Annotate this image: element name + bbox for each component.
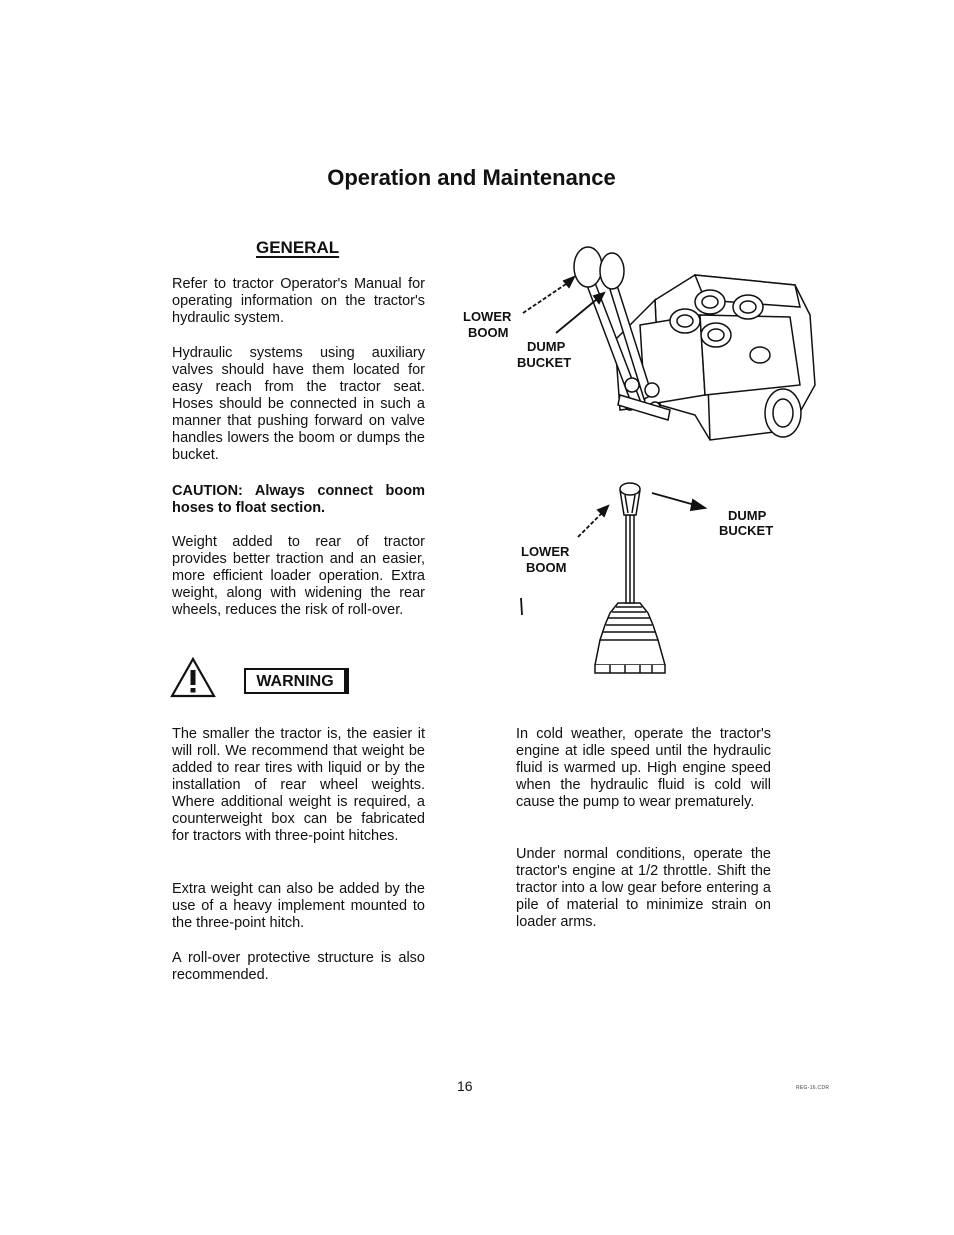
warning-paragraph-2: Extra weight can also be added by the use of a heavy implement mounted to the three-point hitch.: [172, 881, 425, 931]
valve-label-dump: DUMP: [527, 339, 566, 354]
general-paragraph-1: Refer to tractor Operator's Manual for operating information on the tractor's hydraulic system.: [172, 276, 425, 326]
valve-label-bucket: BUCKET: [517, 355, 572, 370]
cold-weather-paragraph: In cold weather, operate the tractor's engine at idle speed until the hydraulic fluid is warmed up. High engine speed when the hydraulic fluid is cold will cause the pump to wear prematurely.: [516, 726, 771, 810]
valve-label-lower: LOWER: [463, 309, 512, 324]
general-paragraph-2: Hydraulic systems using auxiliary valves should have them located for easy reach from the tractor seat. Hoses should be connected in such a manner that pushing forward on valve handles lowers the boom or dumps the bucket.: [172, 345, 425, 463]
caution-note: CAUTION: Always connect boom hoses to float section.: [172, 483, 425, 516]
warning-paragraph-1: The smaller the tractor is, the easier it will roll. We recommend that weight be added to rear tires with liquid or by the installation of rear wheel weights. Where additional weight is required, a counterweight box can be fabricated for tractors with three-point hitches.: [172, 726, 425, 844]
joystick-label-boom: BOOM: [526, 560, 567, 575]
page-number: 16: [457, 1078, 473, 1094]
warning-label: WARNING: [244, 668, 349, 694]
section-heading-general: GENERAL: [256, 238, 340, 257]
warning-paragraph-3: A roll-over protective structure is also recommended.: [172, 950, 425, 983]
valve-label-boom: BOOM: [468, 325, 509, 340]
warning-triangle-icon: [170, 656, 216, 698]
normal-conditions-paragraph: Under normal conditions, operate the tractor's engine at 1/2 throttle. Shift the tractor into a low gear before entering a pile of material to minimize strain on loader arms.: [516, 846, 771, 930]
general-paragraph-3: Weight added to rear of tractor provides better traction and an easier, more efficient loader operation. Extra weight, along with widening the rear wheels, reduces the risk of roll-over.: [172, 534, 425, 618]
page-title: Operation and Maintenance: [327, 165, 616, 190]
joystick-label-lower: LOWER: [521, 544, 570, 559]
file-id: REG-16.CDR: [796, 1085, 830, 1091]
joystick-label-dump: DUMP: [728, 508, 767, 523]
joystick-illustration: [500, 475, 780, 680]
joystick-label-bucket: BUCKET: [719, 523, 774, 538]
